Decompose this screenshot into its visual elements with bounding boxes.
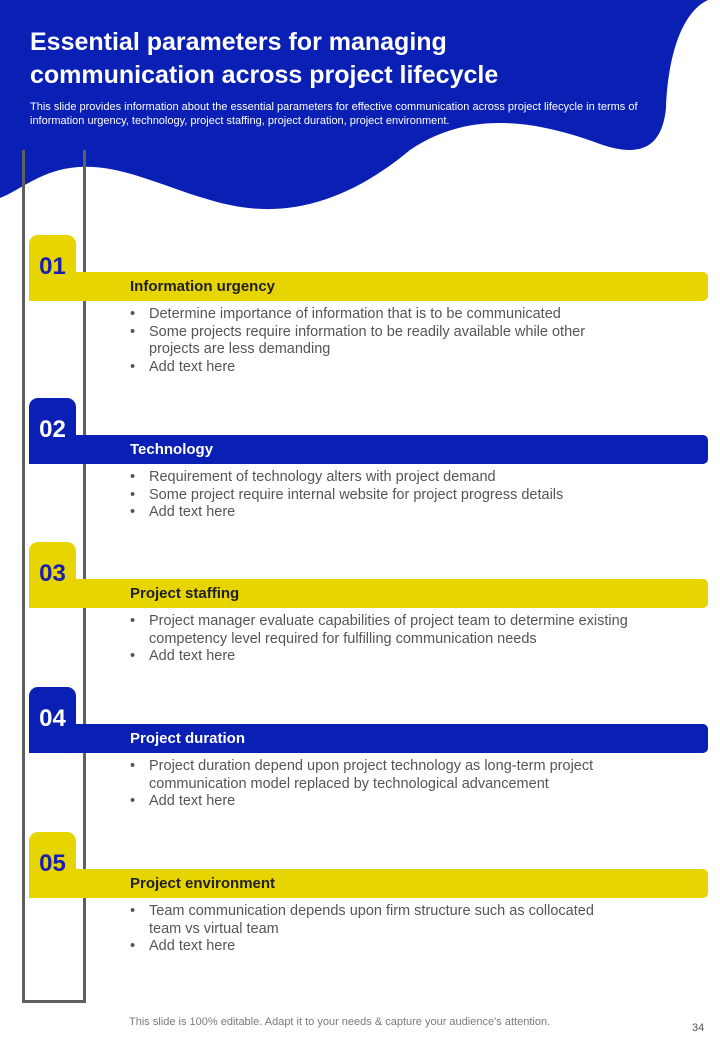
bullet-item: • Add text here: [130, 648, 630, 666]
bullet-item: • Some project require internal website for project progress details: [130, 487, 630, 505]
section-bullet-list: [130, 758, 630, 811]
section-heading: Project staffing: [130, 585, 240, 602]
section-heading-bar: [29, 435, 708, 464]
section-heading: Project environment: [130, 875, 276, 892]
section-number-badge: 02: [29, 398, 76, 464]
bullet-item: • Some projects require information to be readily available while other projects are less demanding: [130, 324, 630, 359]
footer-note: This slide is 100% editable. Adapt it to your needs & capture your audience’s attention.: [129, 1016, 551, 1028]
page-number: 34: [692, 1022, 705, 1034]
section-heading-bar: [29, 724, 708, 753]
page-title: Essential parameters for managing communication across project lifecycle: [30, 28, 499, 89]
bullet-item: • Determine importance of information that is to be communicated: [130, 306, 630, 324]
bullet-item: • Team communication depends upon firm structure such as collocated team vs virtual team: [130, 903, 630, 938]
section-bullet-list: [130, 613, 630, 666]
bullet-item: • Add text here: [130, 359, 630, 377]
section-bullet-list: [130, 469, 630, 522]
section-number-badge: 01: [29, 235, 76, 301]
bullet-item: • Add text here: [130, 504, 630, 522]
section-heading: Project duration: [130, 730, 246, 747]
section-heading: Technology: [130, 441, 214, 458]
page-subtitle: This slide provides information about the essential parameters for effective communication across project lifecycle in terms of information urgency, technology, project staffing, project duration, project environment.: [30, 101, 638, 127]
section-bullet-list: [130, 903, 630, 956]
section-number-badge: 05: [29, 832, 76, 898]
section-heading-bar: [29, 869, 708, 898]
section-number-badge: 03: [29, 542, 76, 608]
section-bullet-list: [130, 306, 630, 376]
bullet-item: • Add text here: [130, 793, 630, 811]
section-project-environment: [0, 832, 720, 977]
section-technology: [0, 398, 720, 543]
section-project-staffing: [0, 542, 720, 687]
bullet-item: • Project duration depend upon project technology as long-term project communication model replaced by technological advancement: [130, 758, 630, 793]
section-number-badge: 04: [29, 687, 76, 753]
bullet-item: • Add text here: [130, 938, 630, 956]
section-heading-bar: [29, 579, 708, 608]
bullet-item: • Requirement of technology alters with project demand: [130, 469, 630, 487]
section-information-urgency: [0, 235, 720, 380]
section-heading-bar: [29, 272, 708, 301]
section-project-duration: [0, 687, 720, 832]
section-heading: Information urgency: [130, 278, 276, 295]
bullet-item: • Project manager evaluate capabilities of project team to determine existing competency level required for fulfilling communication needs: [130, 613, 630, 648]
